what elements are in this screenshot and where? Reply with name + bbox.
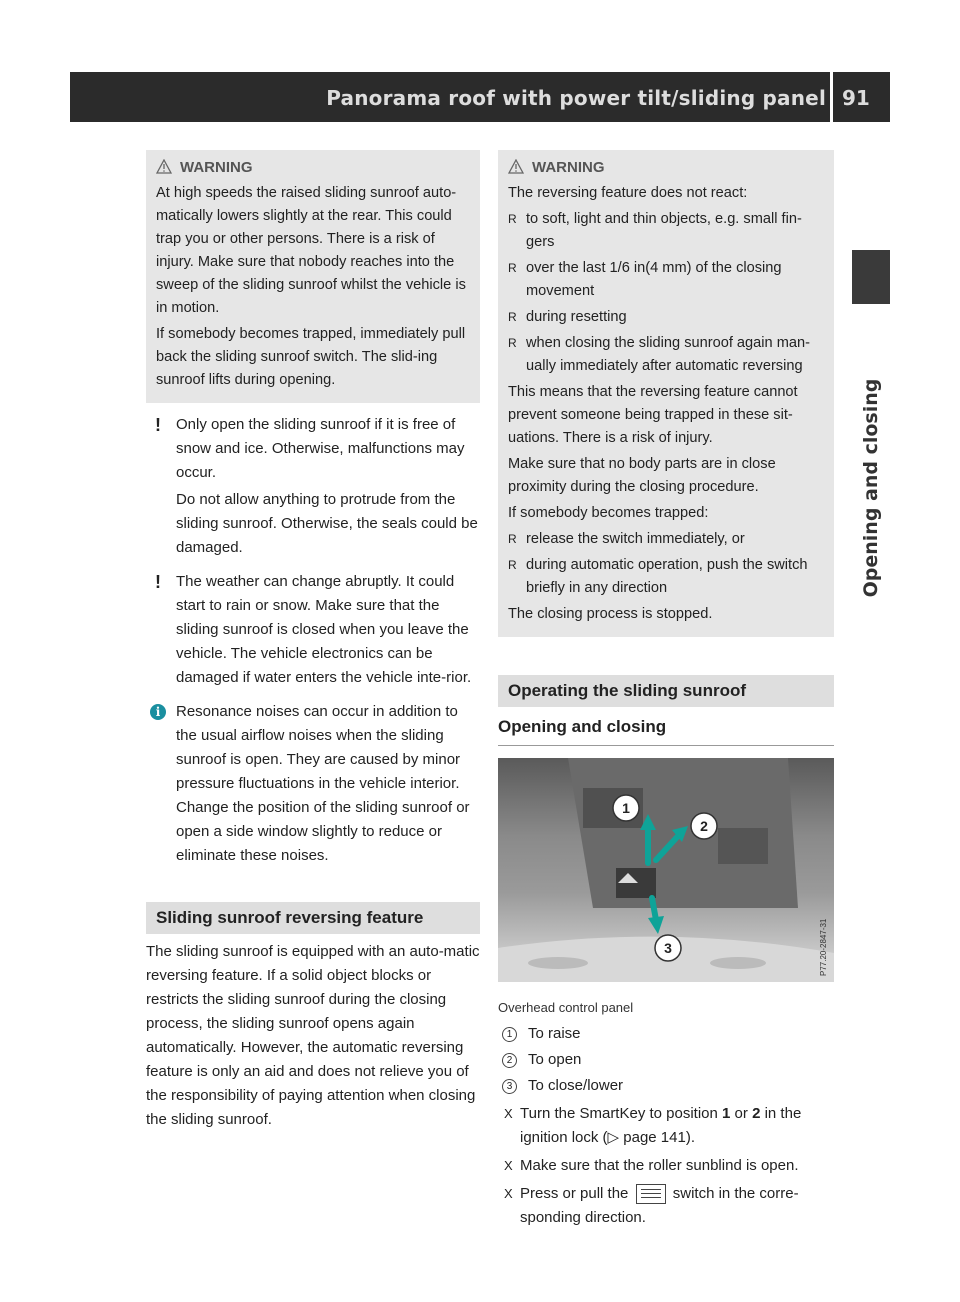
- list-item: R to soft, light and thin objects, e.g. small fin-gers: [508, 211, 802, 250]
- section-heading-reversing: Sliding sunroof reversing feature: [146, 902, 480, 934]
- right-column: [498, 150, 834, 1230]
- list-item: R during resetting: [508, 309, 627, 325]
- control-panel-illustration: [498, 758, 834, 982]
- warning-box-left: [146, 150, 480, 403]
- overhead-control-panel-photo: [498, 758, 834, 982]
- chapter-side-label: Opening and closing: [860, 378, 882, 598]
- legend-item: 1 To raise: [498, 1022, 834, 1046]
- list-item: R over the last 1/6 in(4 mm) of the closing movement: [508, 260, 782, 299]
- warning-box-right: WARNING The reversing feature does not react: R to soft, light and thin objects, e.g. small fin-gers R over the last 1/6 in(4 mm) of the closing movement R during resetting R when closing the sliding sunroof again man-ually immediately after automatic reversing This means that the reversing feature cannot prevent someone being trapped in these sit-uations. There is a risk of injury. Make sure that no body parts are in close proximity during the closing procedure. If somebody becomes trapped: R release the switch immediately, or R during automatic operation, push the switch briefly in any direction The closing process is stopped.: [498, 150, 834, 637]
- warning-triangle-icon: [156, 159, 172, 174]
- instruction-step: X Turn the SmartKey to position 1 or 2 in the ignition lock (▷ page 141).: [498, 1102, 834, 1150]
- chapter-tab-marker: [852, 250, 890, 304]
- reversing-body-text: The sliding sunroof is equipped with an auto-matic reversing feature. If a solid object blocks or restricts the sliding sunroof during the closing process, the sliding sunroof opens again automatically. However, the automatic reversing feature is only an aid and does not relieve you of the responsibility of paying attention when closing the sliding sunroof.: [146, 943, 480, 1128]
- left-column: [146, 150, 480, 1132]
- step-arrow-icon: X: [504, 1106, 513, 1121]
- subheading-opening-closing: Opening and closing: [498, 707, 834, 746]
- page-number: 91: [842, 86, 870, 110]
- warning-heading: WARNING: [508, 156, 822, 180]
- callout-2: 2: [700, 818, 708, 834]
- sunroof-switch-icon: [636, 1184, 666, 1204]
- instruction-step: X Make sure that the roller sunblind is open.: [498, 1154, 834, 1178]
- warning-heading: WARNING: [156, 156, 468, 180]
- section-heading-operating: Operating the sliding sunroof: [498, 675, 834, 707]
- legend-item: 2 To open: [498, 1048, 834, 1072]
- page-ref-arrow-icon: ▷: [607, 1129, 620, 1146]
- photo-code: P77.20-2847-31: [819, 918, 828, 976]
- header-separator: [830, 72, 833, 122]
- exclamation-icon: !: [155, 572, 161, 592]
- instruction-step: X Press or pull the switch in the corre-sponding direction.: [498, 1182, 834, 1230]
- exclamation-icon: !: [155, 415, 161, 435]
- list-item: R when closing the sliding sunroof again man-ually immediately after automatic reversing: [508, 335, 810, 374]
- list-item: R release the switch immediately, or: [508, 531, 745, 547]
- step-arrow-icon: X: [504, 1186, 513, 1201]
- caution-note-snow: ! Only open the sliding sunroof if it is free of snow and ice. Otherwise, malfunctions may occur. Do not allow anything to protrude from the sliding sunroof. Otherwise, the seals could be damaged.: [146, 413, 480, 560]
- step-arrow-icon: X: [504, 1158, 513, 1173]
- caution-note-weather: ! The weather can change abruptly. It could start to rain or snow. Make sure that the sliding sunroof is closed when you leave the vehicle. The vehicle electronics can be damaged if water enters the vehicle inte-rior.: [146, 570, 480, 690]
- info-icon: i: [150, 704, 166, 720]
- photo-caption: Overhead control panel: [498, 1000, 634, 1015]
- warning-triangle-icon: [508, 159, 524, 174]
- list-item: R during automatic operation, push the switch briefly in any direction: [508, 557, 808, 596]
- callout-1: 1: [622, 800, 630, 816]
- info-note-resonance: i Resonance noises can occur in addition to the usual airflow noises when the sliding sunroof is open. They are caused by minor pressure fluctuations in the vehicle interior. Change the position of the sliding sunroof or open a side window slightly to reduce or eliminate these noises.: [146, 700, 480, 868]
- warning-text: If somebody becomes trapped, immediately pull back the sliding sunroof switch. The slid-ing sunroof lifts during opening.: [156, 326, 466, 388]
- legend-item: 3 To close/lower: [498, 1074, 834, 1098]
- warning-text: At high speeds the raised sliding sunroof auto-matically lowers slightly at the rear. This could trap you or other persons. There is a risk of injury. Make sure that nobody reaches into the sweep of the sliding sunroof whilst the vehicle is in motion.: [156, 185, 466, 316]
- page-header-title: Panorama roof with power tilt/sliding panel: [326, 86, 826, 110]
- callout-3: 3: [664, 940, 672, 956]
